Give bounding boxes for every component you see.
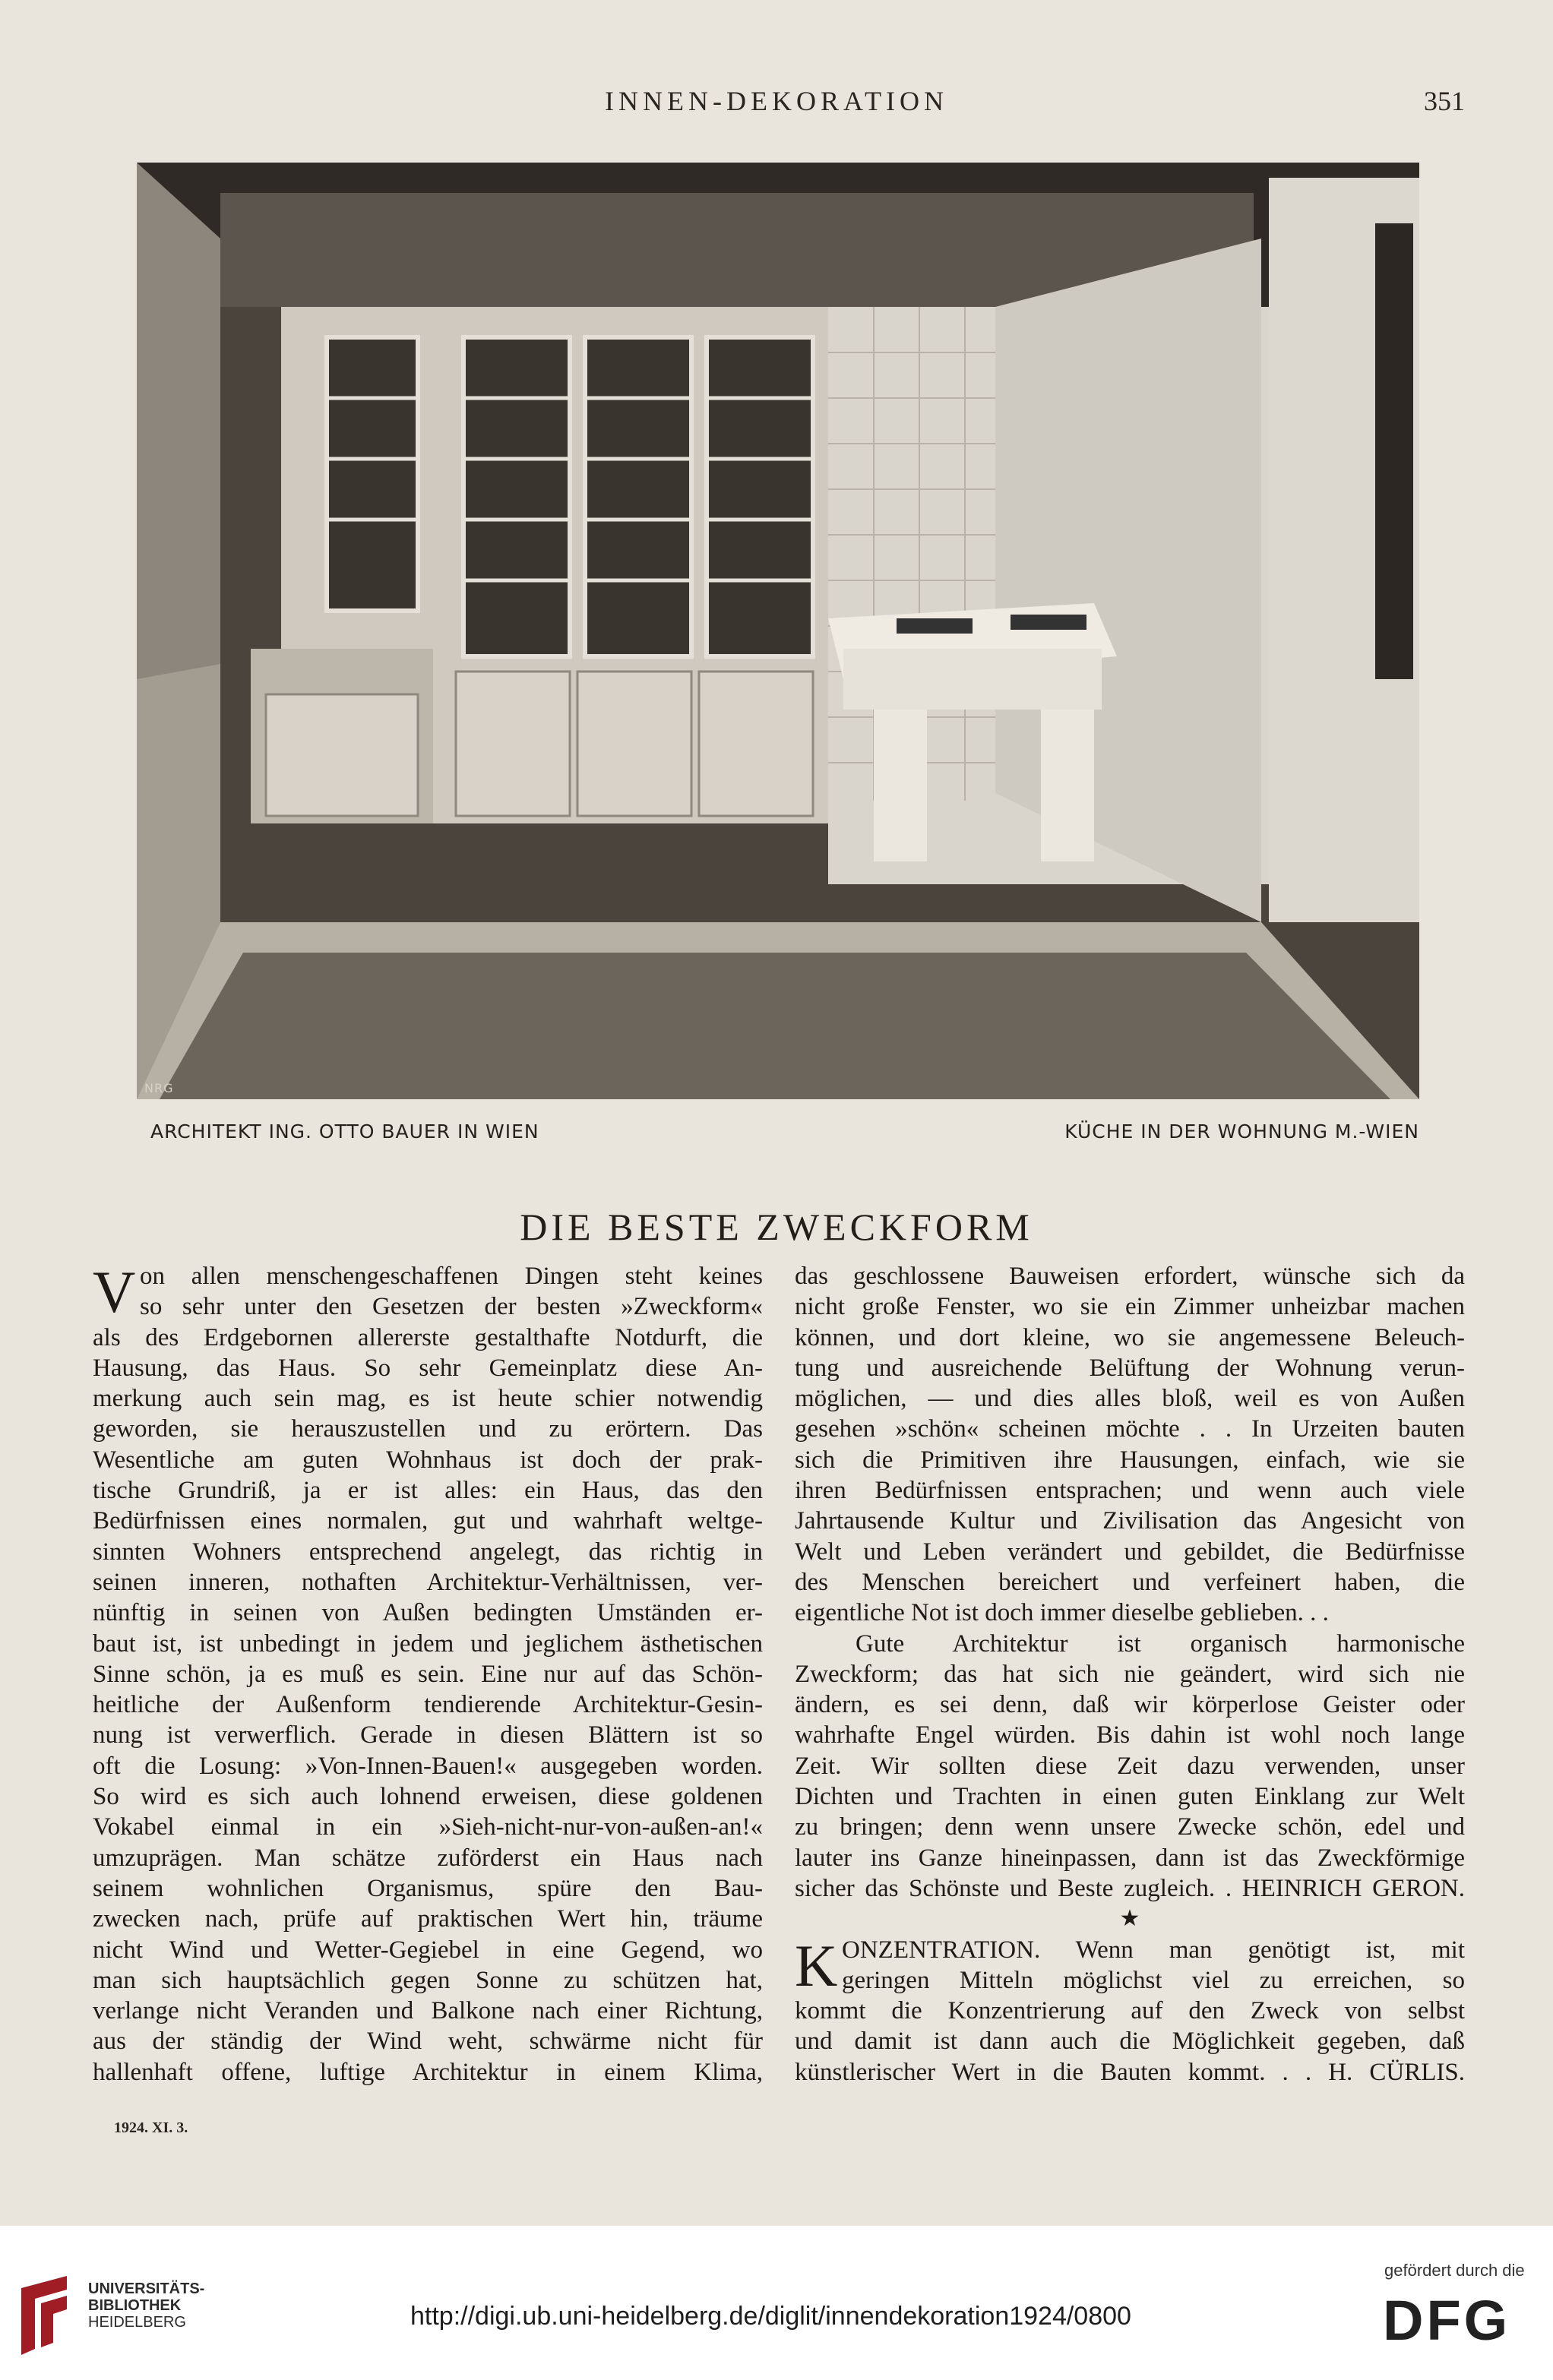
text-line: tung und ausreichende Belüftung der Wohnung verun- <box>795 1354 1465 1382</box>
text-line: Vokabel einmal in ein »Sieh-nicht-nur-von-außen-an!« <box>93 1813 763 1841</box>
right-text-column <box>795 1261 1465 2088</box>
article-title: DIE BESTE ZWECKFORM <box>520 1206 1033 1248</box>
text-line: ihren Bedürfnissen entsprachen; und wenn auch viele <box>795 1477 1465 1505</box>
text-line: seinem wohnlichen Organismus, spüre den Bau- <box>93 1874 763 1902</box>
text-line: das geschlossene Bauweisen erfordert, wünsche sich da <box>795 1263 1465 1290</box>
text-line: nünftig in seinen von Außen bedingten Umständen er- <box>93 1599 763 1627</box>
text-line: ONZENTRATION. Wenn man genötigt ist, mit <box>842 1936 1465 1964</box>
text-line: Welt und Leben verändert und gebildet, die Bedürfnisse <box>795 1538 1465 1566</box>
text-line: gesehen »schön« scheinen möchte . . In Urzeiten bauten <box>795 1415 1465 1443</box>
library-name-line1: UNIVERSITÄTS- <box>88 2280 205 2297</box>
text-line: umzuprägen. Man schätze zuförderst ein Haus nach <box>93 1844 763 1872</box>
page-number: 351 <box>1424 86 1465 116</box>
library-name-line2: BIBLIOTHEK <box>88 2297 182 2314</box>
text-line: oft die Losung: »Von-Innen-Bauen!« ausgegeben worden. <box>93 1752 763 1780</box>
text-line: kommt die Konzentrierung auf den Zweck von selbst <box>795 1997 1465 2025</box>
text-line: baut ist, ist unbedingt in jedem und jeglichem ästhetischen <box>93 1629 763 1658</box>
left-text-column <box>93 1261 763 2088</box>
text-line: tische Grundriß, ja er ist alles: ein Haus, das den <box>93 1477 763 1505</box>
dfg-logo: DFG <box>1383 2289 1511 2352</box>
text-line: nicht große Fenster, wo sie ein Zimmer unheizbar machen <box>795 1293 1465 1321</box>
funding-label: gefördert durch die <box>1384 2261 1525 2280</box>
text-line: verlange nicht Veranden und Balkone nach einer Richtung, <box>93 1997 763 2025</box>
text-line: künstlerischer Wert in die Bauten kommt. . . H. CÜRLIS. <box>795 2058 1465 2086</box>
text-line: Bedürfnissen eines normalen, gut und wahrhaft weltge- <box>93 1507 763 1535</box>
text-line: geworden, sie herauszustellen und zu erörtern. Das <box>93 1415 763 1443</box>
digitization-footer <box>0 2226 1553 2380</box>
text-line: Sinne schön, ja es muß es sein. Eine nur auf das Schön- <box>93 1660 763 1688</box>
text-line: des Menschen bereichert und verfeinert haben, die <box>795 1568 1465 1596</box>
text-line: lauter ins Ganze hineinpassen, dann ist das Zweckförmige <box>795 1844 1465 1872</box>
text-line: wahrhafte Engel würden. Bis dahin ist wohl noch lange <box>795 1721 1465 1749</box>
library-name-line3: HEIDELBERG <box>88 2314 186 2331</box>
text-line: sich die Primitiven ihre Hausungen, einfach, wie sie <box>795 1446 1465 1474</box>
text-line: nung ist verwerflich. Gerade in diesen Blättern ist so <box>93 1721 763 1749</box>
drop-cap: V <box>93 1259 136 1325</box>
text-line: sinnten Wohners entsprechend angelegt, das richtig in <box>93 1538 763 1566</box>
text-line: ändern, es sei denn, daß wir körperlose Geister oder <box>795 1691 1465 1719</box>
text-line: man sich hauptsächlich gegen Sonne zu schützen hat, <box>93 1966 763 1994</box>
text-line: aus der ständig der Wind weht, schwärme nicht für <box>93 2028 763 2056</box>
text-line: Gute Architektur ist organisch harmonische <box>856 1629 1465 1658</box>
text-line: und damit ist dann auch die Möglichkeit gegeben, daß <box>795 2028 1465 2056</box>
running-title: INNEN-DEKORATION <box>605 86 948 116</box>
text-line: merkung auch sein mag, es ist heute schier notwendig <box>93 1385 763 1413</box>
text-line: Wesentliche am guten Wohnhaus ist doch der prak- <box>93 1446 763 1474</box>
text-line: so sehr unter den Gesetzen der besten »Zweckform« <box>140 1293 763 1321</box>
text-line: hallenhaft offene, luftige Architektur in einem Klima, <box>93 2058 763 2086</box>
text-line: geringen Mitteln möglichst viel zu erreichen, so <box>842 1966 1465 1994</box>
text-line: sicher das Schönste und Beste zugleich. . HEINRICH GERON. <box>795 1874 1465 1902</box>
caption-room: KÜCHE IN DER WOHNUNG M.-WIEN <box>1064 1120 1419 1143</box>
issue-mark: 1924. XI. 3. <box>114 2119 188 2136</box>
text-line: Zweckform; das hat sich nie geändert, wird sich nie <box>795 1660 1465 1688</box>
text-line: nicht Wind und Wetter-Gegiebel in eine Gegend, wo <box>93 1936 763 1964</box>
source-url-link[interactable]: http://digi.ub.uni-heidelberg.de/diglit/innendekoration1924/0800 <box>410 2302 1131 2331</box>
text-line: seinen inneren, nothaften Architektur-Verhältnissen, ver- <box>93 1568 763 1596</box>
text-line: zu bringen; denn wenn unsere Zwecke schön, edel und <box>795 1813 1465 1841</box>
text-line: on allen menschengeschaffenen Dingen steht keines <box>140 1263 763 1290</box>
text-line: Jahrtausende Kultur und Zivilisation das Angesicht von <box>795 1507 1465 1535</box>
section-star-icon: ★ <box>1119 1906 1140 1932</box>
text-line: Dichten und Trachten in einen guten Einklang zur Welt <box>795 1783 1465 1811</box>
text-line: So wird es sich auch lohnend erweisen, diese goldenen <box>93 1783 763 1811</box>
text-line: eigentliche Not ist doch immer dieselbe geblieben. . . <box>795 1599 1329 1627</box>
text-line: Hausung, das Haus. So sehr Gemeinplatz diese An- <box>93 1354 763 1382</box>
caption-architect: ARCHITEKT ING. OTTO BAUER IN WIEN <box>150 1120 539 1143</box>
text-line: heitliche der Außenform tendierende Architektur-Gesin- <box>93 1691 763 1719</box>
text-line: möglichen, — und dies alles bloß, weil es von Außen <box>795 1385 1465 1413</box>
library-name <box>88 2280 204 2331</box>
text-line: zwecken nach, prüfe auf praktischen Wert hin, träume <box>93 1905 763 1933</box>
kitchen-photograph <box>137 163 1419 1099</box>
drop-cap: K <box>795 1932 838 1999</box>
photo-monogram: NRG <box>144 1081 174 1095</box>
second-article <box>795 1932 1465 2088</box>
text-line: können, und dort kleine, wo sie angemessene Beleuch- <box>795 1323 1465 1351</box>
library-logo-icon <box>14 2273 77 2361</box>
text-line: als des Erdgebornen allererste gestalthafte Notdurft, die <box>93 1323 763 1351</box>
text-line: Zeit. Wir sollten diese Zeit dazu verwenden, unser <box>795 1752 1465 1780</box>
